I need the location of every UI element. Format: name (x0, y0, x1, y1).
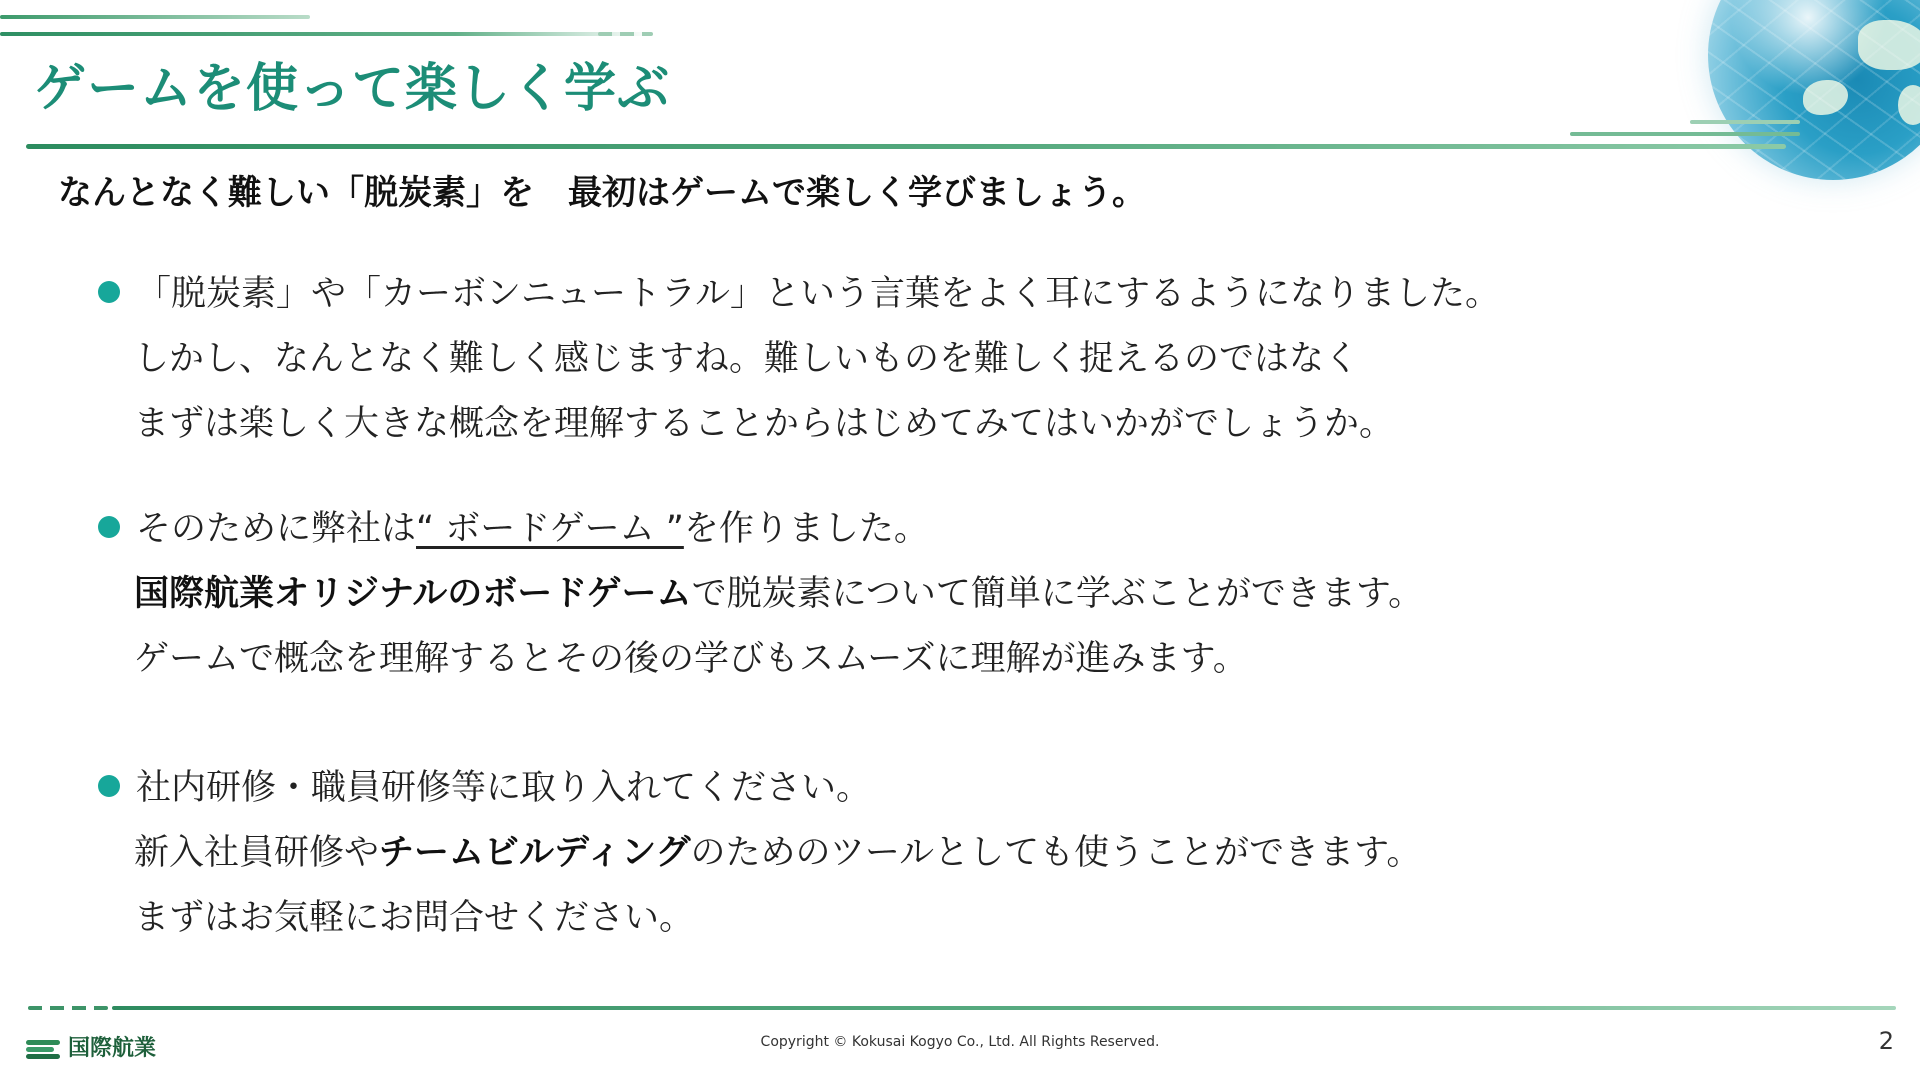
section-2-text-after: を作りました。 (683, 509, 929, 549)
section-3-line-1 (98, 756, 1858, 821)
section-1-text-1: 「脱炭素」や「カーボンニュートラル」という言葉をよく耳にするようになりました。 (136, 274, 1500, 314)
page-number: 2 (1878, 1027, 1894, 1055)
copyright: Copyright © Kokusai Kogyo Co., Ltd. All Rights Reserved. (760, 1034, 1160, 1050)
section-3-line-2-after: のためのツールとしても使うことができます。 (690, 833, 1422, 873)
header-accent-line-right-2 (1690, 120, 1800, 124)
logo-text: 国際航業 (68, 1036, 157, 1061)
section-3-bold-text: チームビルディング (379, 833, 691, 873)
bullet-icon (98, 516, 120, 538)
footer-line (112, 1006, 1896, 1010)
section-2-line-2 (98, 562, 1858, 627)
section-1-line-3: まずは楽しく大きな概念を理解することからはじめてみてはいかがでしょうか。 (134, 404, 1395, 444)
header-underline (26, 144, 1786, 149)
bullet-icon (98, 775, 120, 797)
header-accent-line-right-1 (1570, 132, 1800, 136)
section-3-line-2 (98, 821, 1858, 886)
subtitle: なんとなく難しい「脱炭素」を 最初はゲームで楽しく学びましょう。 (58, 173, 1146, 213)
section-2-line-2-after: で脱炭素について簡単に学ぶことができます。 (691, 574, 1424, 614)
header-decor-line-top-2 (0, 32, 650, 36)
footer-dash-line (28, 1006, 108, 1010)
section-3-line-3: まずはお気軽にお問合せください。 (134, 898, 695, 938)
section-1-line-2: しかし、なんとなく難しく感じますね。難しいものを難しく捉えるのではなく (134, 339, 1360, 379)
section-3 (98, 756, 1858, 951)
header-decor-line-top (0, 15, 310, 19)
page-title: ゲームを使って楽しく学ぶ (34, 59, 671, 119)
section-1 (98, 262, 1858, 457)
section-2 (98, 497, 1858, 692)
section-3-text-1: 社内研修・職員研修等に取り入れてください。 (136, 768, 872, 808)
section-3-line-2-before: 新入社員研修や (134, 833, 380, 873)
globe-image (1708, 0, 1920, 180)
section-2-line-1 (98, 497, 1858, 562)
section-1-line-1 (98, 262, 1858, 327)
section-2-text-before: そのために弊社は (136, 509, 417, 549)
header-decor-line-dash (598, 32, 653, 36)
section-2-line-3: ゲームで概念を理解するとその後の学びもスムーズに理解が進みます。 (134, 639, 1248, 679)
bullet-icon (98, 281, 120, 303)
board-game-link[interactable]: “ ボードゲーム ” (416, 509, 684, 549)
section-2-bold-text: 国際航業オリジナルのボードゲーム (134, 574, 692, 614)
